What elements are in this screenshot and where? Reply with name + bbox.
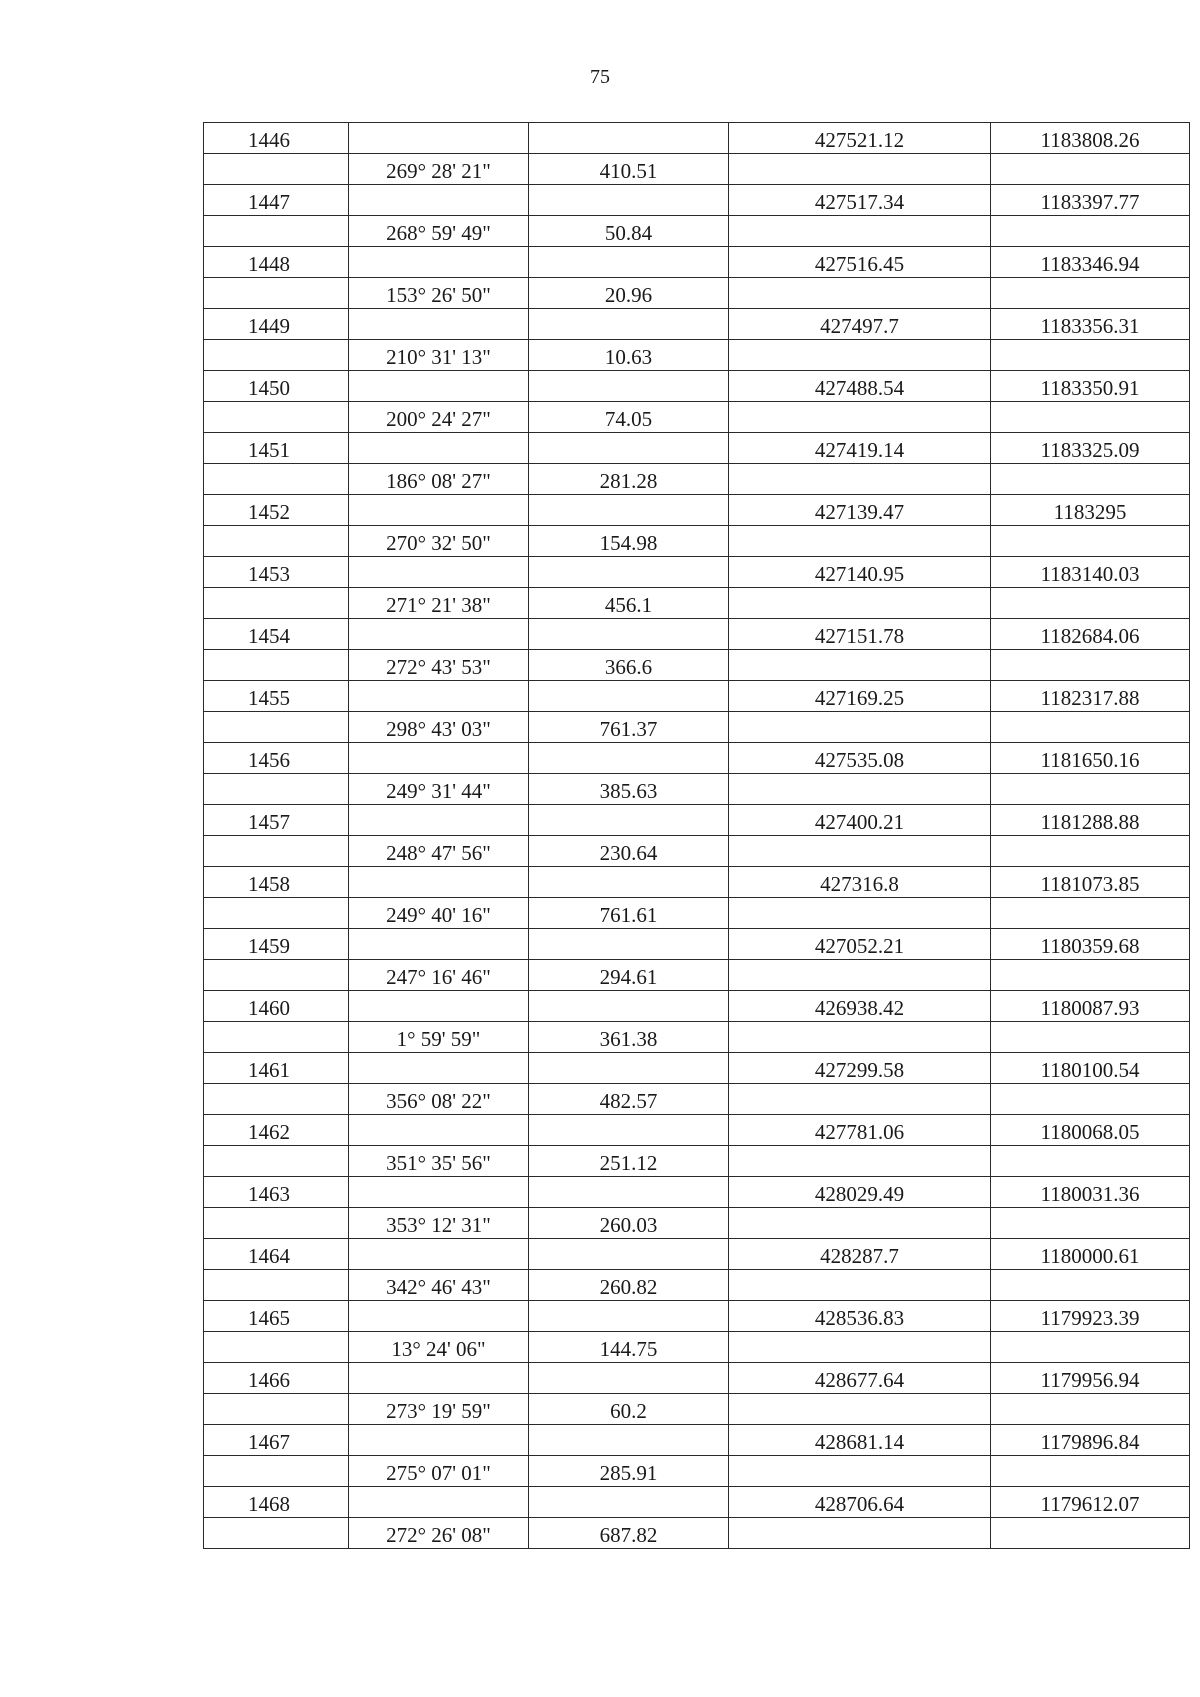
table-row <box>204 1084 1190 1115</box>
table-row <box>204 495 1190 526</box>
point-id-cell <box>204 526 349 557</box>
distance-cell <box>529 619 729 650</box>
table-row <box>204 1239 1190 1270</box>
bearing-cell <box>349 1115 529 1146</box>
point-id-cell: 1457 <box>204 805 349 836</box>
point-id-cell <box>204 588 349 619</box>
y-coordinate-cell <box>991 712 1190 743</box>
distance-cell <box>529 805 729 836</box>
x-coordinate-cell: 427781.06 <box>729 1115 991 1146</box>
x-coordinate-cell <box>729 588 991 619</box>
table-row <box>204 929 1190 960</box>
table-row <box>204 278 1190 309</box>
y-coordinate-cell <box>991 774 1190 805</box>
x-coordinate-cell <box>729 1084 991 1115</box>
distance-cell: 761.61 <box>529 898 729 929</box>
bearing-cell: 186° 08' 27" <box>349 464 529 495</box>
bearing-cell <box>349 1363 529 1394</box>
y-coordinate-cell: 1183325.09 <box>991 433 1190 464</box>
x-coordinate-cell: 427052.21 <box>729 929 991 960</box>
y-coordinate-cell: 1180100.54 <box>991 1053 1190 1084</box>
bearing-cell <box>349 929 529 960</box>
point-id-cell: 1459 <box>204 929 349 960</box>
y-coordinate-cell <box>991 340 1190 371</box>
y-coordinate-cell: 1182317.88 <box>991 681 1190 712</box>
y-coordinate-cell <box>991 216 1190 247</box>
distance-cell: 10.63 <box>529 340 729 371</box>
bearing-cell <box>349 867 529 898</box>
y-coordinate-cell <box>991 898 1190 929</box>
y-coordinate-cell: 1179956.94 <box>991 1363 1190 1394</box>
y-coordinate-cell: 1180068.05 <box>991 1115 1190 1146</box>
table-row <box>204 836 1190 867</box>
x-coordinate-cell <box>729 464 991 495</box>
table-row <box>204 1022 1190 1053</box>
table-row <box>204 433 1190 464</box>
distance-cell: 366.6 <box>529 650 729 681</box>
bearing-cell: 353° 12' 31" <box>349 1208 529 1239</box>
point-id-cell: 1451 <box>204 433 349 464</box>
bearing-cell <box>349 185 529 216</box>
point-id-cell: 1463 <box>204 1177 349 1208</box>
x-coordinate-cell <box>729 340 991 371</box>
y-coordinate-cell: 1181073.85 <box>991 867 1190 898</box>
y-coordinate-cell: 1179612.07 <box>991 1487 1190 1518</box>
bearing-cell <box>349 247 529 278</box>
table-row <box>204 619 1190 650</box>
distance-cell <box>529 309 729 340</box>
bearing-cell: 351° 35' 56" <box>349 1146 529 1177</box>
distance-cell: 154.98 <box>529 526 729 557</box>
bearing-cell <box>349 743 529 774</box>
x-coordinate-cell <box>729 216 991 247</box>
distance-cell <box>529 1363 729 1394</box>
bearing-cell <box>349 1239 529 1270</box>
x-coordinate-cell <box>729 402 991 433</box>
bearing-cell <box>349 1301 529 1332</box>
distance-cell <box>529 123 729 154</box>
x-coordinate-cell <box>729 960 991 991</box>
distance-cell <box>529 495 729 526</box>
distance-cell <box>529 185 729 216</box>
bearing-cell: 249° 40' 16" <box>349 898 529 929</box>
y-coordinate-cell <box>991 836 1190 867</box>
y-coordinate-cell: 1183397.77 <box>991 185 1190 216</box>
point-id-cell: 1467 <box>204 1425 349 1456</box>
y-coordinate-cell: 1183295 <box>991 495 1190 526</box>
y-coordinate-cell <box>991 402 1190 433</box>
point-id-cell: 1452 <box>204 495 349 526</box>
bearing-cell <box>349 371 529 402</box>
y-coordinate-cell: 1183356.31 <box>991 309 1190 340</box>
point-id-cell <box>204 960 349 991</box>
table-row <box>204 309 1190 340</box>
table-row <box>204 681 1190 712</box>
x-coordinate-cell: 427299.58 <box>729 1053 991 1084</box>
y-coordinate-cell: 1179896.84 <box>991 1425 1190 1456</box>
y-coordinate-cell: 1180031.36 <box>991 1177 1190 1208</box>
x-coordinate-cell <box>729 1456 991 1487</box>
distance-cell: 60.2 <box>529 1394 729 1425</box>
x-coordinate-cell: 427516.45 <box>729 247 991 278</box>
x-coordinate-cell: 427488.54 <box>729 371 991 402</box>
distance-cell <box>529 991 729 1022</box>
table-row <box>204 464 1190 495</box>
point-id-cell <box>204 464 349 495</box>
x-coordinate-cell: 427151.78 <box>729 619 991 650</box>
distance-cell: 482.57 <box>529 1084 729 1115</box>
y-coordinate-cell <box>991 1084 1190 1115</box>
bearing-cell: 298° 43' 03" <box>349 712 529 743</box>
y-coordinate-cell <box>991 1270 1190 1301</box>
table-row <box>204 774 1190 805</box>
distance-cell <box>529 371 729 402</box>
bearing-cell: 273° 19' 59" <box>349 1394 529 1425</box>
point-id-cell: 1464 <box>204 1239 349 1270</box>
bearing-cell: 248° 47' 56" <box>349 836 529 867</box>
bearing-cell <box>349 805 529 836</box>
y-coordinate-cell <box>991 1208 1190 1239</box>
point-id-cell <box>204 1456 349 1487</box>
x-coordinate-cell <box>729 1518 991 1549</box>
point-id-cell: 1454 <box>204 619 349 650</box>
x-coordinate-cell: 427169.25 <box>729 681 991 712</box>
distance-cell <box>529 1115 729 1146</box>
distance-cell <box>529 433 729 464</box>
x-coordinate-cell: 427521.12 <box>729 123 991 154</box>
point-id-cell <box>204 1270 349 1301</box>
point-id-cell: 1447 <box>204 185 349 216</box>
bearing-cell: 269° 28' 21" <box>349 154 529 185</box>
table-row <box>204 1301 1190 1332</box>
distance-cell: 230.64 <box>529 836 729 867</box>
y-coordinate-cell <box>991 1022 1190 1053</box>
bearing-cell <box>349 495 529 526</box>
distance-cell: 251.12 <box>529 1146 729 1177</box>
table-row <box>204 805 1190 836</box>
x-coordinate-cell: 427535.08 <box>729 743 991 774</box>
y-coordinate-cell <box>991 526 1190 557</box>
bearing-cell: 153° 26' 50" <box>349 278 529 309</box>
y-coordinate-cell <box>991 1456 1190 1487</box>
table-row <box>204 588 1190 619</box>
bearing-cell <box>349 1053 529 1084</box>
x-coordinate-cell <box>729 154 991 185</box>
x-coordinate-cell <box>729 1208 991 1239</box>
distance-cell <box>529 1053 729 1084</box>
table-body <box>204 123 1190 1549</box>
point-id-cell <box>204 1022 349 1053</box>
x-coordinate-cell <box>729 712 991 743</box>
distance-cell: 20.96 <box>529 278 729 309</box>
distance-cell <box>529 681 729 712</box>
point-id-cell: 1458 <box>204 867 349 898</box>
point-id-cell: 1461 <box>204 1053 349 1084</box>
point-id-cell: 1450 <box>204 371 349 402</box>
distance-cell <box>529 743 729 774</box>
point-id-cell: 1455 <box>204 681 349 712</box>
x-coordinate-cell: 427139.47 <box>729 495 991 526</box>
table-row <box>204 526 1190 557</box>
bearing-cell <box>349 1177 529 1208</box>
point-id-cell <box>204 1146 349 1177</box>
y-coordinate-cell <box>991 1394 1190 1425</box>
table-row <box>204 340 1190 371</box>
y-coordinate-cell <box>991 960 1190 991</box>
x-coordinate-cell <box>729 278 991 309</box>
distance-cell: 385.63 <box>529 774 729 805</box>
bearing-cell <box>349 123 529 154</box>
distance-cell: 144.75 <box>529 1332 729 1363</box>
table-row <box>204 123 1190 154</box>
y-coordinate-cell <box>991 278 1190 309</box>
point-id-cell: 1453 <box>204 557 349 588</box>
table-row <box>204 1270 1190 1301</box>
point-id-cell <box>204 712 349 743</box>
y-coordinate-cell: 1182684.06 <box>991 619 1190 650</box>
distance-cell: 410.51 <box>529 154 729 185</box>
bearing-cell <box>349 991 529 1022</box>
x-coordinate-cell <box>729 1022 991 1053</box>
x-coordinate-cell <box>729 1394 991 1425</box>
x-coordinate-cell: 428677.64 <box>729 1363 991 1394</box>
bearing-cell <box>349 1425 529 1456</box>
table-row <box>204 1177 1190 1208</box>
y-coordinate-cell <box>991 588 1190 619</box>
table-row <box>204 247 1190 278</box>
table-row <box>204 1146 1190 1177</box>
point-id-cell: 1462 <box>204 1115 349 1146</box>
table-row <box>204 1332 1190 1363</box>
table-row <box>204 650 1190 681</box>
point-id-cell <box>204 1332 349 1363</box>
distance-cell <box>529 1425 729 1456</box>
point-id-cell <box>204 836 349 867</box>
distance-cell: 285.91 <box>529 1456 729 1487</box>
table-row <box>204 991 1190 1022</box>
page-number: 75 <box>590 66 610 88</box>
bearing-cell <box>349 681 529 712</box>
coordinate-table <box>203 122 1190 1549</box>
x-coordinate-cell <box>729 1270 991 1301</box>
point-id-cell <box>204 1394 349 1425</box>
x-coordinate-cell: 427400.21 <box>729 805 991 836</box>
y-coordinate-cell <box>991 1146 1190 1177</box>
point-id-cell <box>204 340 349 371</box>
x-coordinate-cell: 427140.95 <box>729 557 991 588</box>
x-coordinate-cell: 428287.7 <box>729 1239 991 1270</box>
y-coordinate-cell: 1179923.39 <box>991 1301 1190 1332</box>
point-id-cell <box>204 650 349 681</box>
table-row <box>204 1208 1190 1239</box>
point-id-cell: 1466 <box>204 1363 349 1394</box>
x-coordinate-cell <box>729 898 991 929</box>
distance-cell <box>529 1177 729 1208</box>
distance-cell: 361.38 <box>529 1022 729 1053</box>
distance-cell <box>529 867 729 898</box>
point-id-cell <box>204 278 349 309</box>
y-coordinate-cell: 1180000.61 <box>991 1239 1190 1270</box>
bearing-cell: 356° 08' 22" <box>349 1084 529 1115</box>
table-row <box>204 557 1190 588</box>
point-id-cell <box>204 1208 349 1239</box>
distance-cell: 687.82 <box>529 1518 729 1549</box>
distance-cell <box>529 247 729 278</box>
table-row <box>204 960 1190 991</box>
point-id-cell <box>204 402 349 433</box>
bearing-cell: 249° 31' 44" <box>349 774 529 805</box>
table-row <box>204 898 1190 929</box>
bearing-cell: 272° 26' 08" <box>349 1518 529 1549</box>
point-id-cell <box>204 216 349 247</box>
bearing-cell <box>349 557 529 588</box>
bearing-cell: 13° 24' 06" <box>349 1332 529 1363</box>
distance-cell <box>529 557 729 588</box>
y-coordinate-cell: 1183808.26 <box>991 123 1190 154</box>
distance-cell: 761.37 <box>529 712 729 743</box>
bearing-cell: 275° 07' 01" <box>349 1456 529 1487</box>
distance-cell <box>529 1301 729 1332</box>
bearing-cell <box>349 433 529 464</box>
bearing-cell: 270° 32' 50" <box>349 526 529 557</box>
table-row <box>204 1053 1190 1084</box>
table-row <box>204 216 1190 247</box>
point-id-cell: 1446 <box>204 123 349 154</box>
distance-cell: 260.82 <box>529 1270 729 1301</box>
x-coordinate-cell: 428706.64 <box>729 1487 991 1518</box>
distance-cell: 281.28 <box>529 464 729 495</box>
table-row <box>204 402 1190 433</box>
y-coordinate-cell <box>991 1518 1190 1549</box>
x-coordinate-cell: 427517.34 <box>729 185 991 216</box>
x-coordinate-cell <box>729 1332 991 1363</box>
point-id-cell: 1449 <box>204 309 349 340</box>
point-id-cell <box>204 154 349 185</box>
table-row <box>204 712 1190 743</box>
bearing-cell: 271° 21' 38" <box>349 588 529 619</box>
y-coordinate-cell <box>991 154 1190 185</box>
point-id-cell: 1456 <box>204 743 349 774</box>
bearing-cell: 272° 43' 53" <box>349 650 529 681</box>
x-coordinate-cell <box>729 836 991 867</box>
table-row <box>204 1518 1190 1549</box>
point-id-cell <box>204 1084 349 1115</box>
y-coordinate-cell: 1180087.93 <box>991 991 1190 1022</box>
bearing-cell: 210° 31' 13" <box>349 340 529 371</box>
point-id-cell <box>204 898 349 929</box>
x-coordinate-cell <box>729 526 991 557</box>
y-coordinate-cell <box>991 1332 1190 1363</box>
y-coordinate-cell: 1183346.94 <box>991 247 1190 278</box>
y-coordinate-cell: 1183140.03 <box>991 557 1190 588</box>
distance-cell: 74.05 <box>529 402 729 433</box>
y-coordinate-cell <box>991 650 1190 681</box>
table-row <box>204 867 1190 898</box>
x-coordinate-cell: 428029.49 <box>729 1177 991 1208</box>
bearing-cell: 200° 24' 27" <box>349 402 529 433</box>
table-row <box>204 371 1190 402</box>
table-row <box>204 1394 1190 1425</box>
distance-cell <box>529 929 729 960</box>
bearing-cell <box>349 309 529 340</box>
y-coordinate-cell <box>991 464 1190 495</box>
distance-cell: 294.61 <box>529 960 729 991</box>
table-row <box>204 154 1190 185</box>
x-coordinate-cell: 428681.14 <box>729 1425 991 1456</box>
x-coordinate-cell: 426938.42 <box>729 991 991 1022</box>
x-coordinate-cell: 427419.14 <box>729 433 991 464</box>
y-coordinate-cell: 1181288.88 <box>991 805 1190 836</box>
x-coordinate-cell <box>729 650 991 681</box>
point-id-cell <box>204 774 349 805</box>
table-row <box>204 1456 1190 1487</box>
x-coordinate-cell <box>729 1146 991 1177</box>
bearing-cell: 342° 46' 43" <box>349 1270 529 1301</box>
x-coordinate-cell: 427497.7 <box>729 309 991 340</box>
distance-cell: 456.1 <box>529 588 729 619</box>
table-row <box>204 1487 1190 1518</box>
point-id-cell: 1460 <box>204 991 349 1022</box>
point-id-cell: 1468 <box>204 1487 349 1518</box>
y-coordinate-cell: 1180359.68 <box>991 929 1190 960</box>
y-coordinate-cell: 1183350.91 <box>991 371 1190 402</box>
x-coordinate-cell: 428536.83 <box>729 1301 991 1332</box>
bearing-cell: 1° 59' 59" <box>349 1022 529 1053</box>
table-row <box>204 1425 1190 1456</box>
bearing-cell <box>349 1487 529 1518</box>
table-row <box>204 1115 1190 1146</box>
bearing-cell: 268° 59' 49" <box>349 216 529 247</box>
table-row <box>204 743 1190 774</box>
bearing-cell <box>349 619 529 650</box>
table-row <box>204 1363 1190 1394</box>
distance-cell <box>529 1239 729 1270</box>
bearing-cell: 247° 16' 46" <box>349 960 529 991</box>
x-coordinate-cell <box>729 774 991 805</box>
distance-cell: 260.03 <box>529 1208 729 1239</box>
point-id-cell: 1465 <box>204 1301 349 1332</box>
x-coordinate-cell: 427316.8 <box>729 867 991 898</box>
distance-cell: 50.84 <box>529 216 729 247</box>
point-id-cell: 1448 <box>204 247 349 278</box>
table-row <box>204 185 1190 216</box>
point-id-cell <box>204 1518 349 1549</box>
distance-cell <box>529 1487 729 1518</box>
y-coordinate-cell: 1181650.16 <box>991 743 1190 774</box>
